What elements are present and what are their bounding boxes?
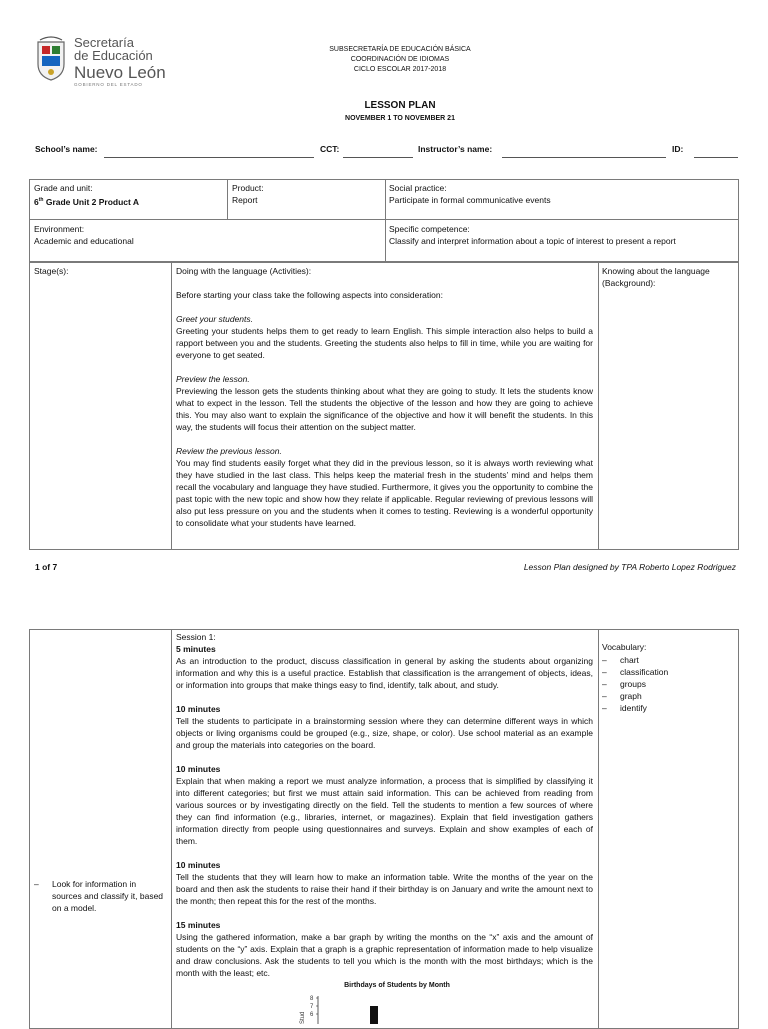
logo-line-4: GOBIERNO DEL ESTADO [74,82,143,87]
activities-content [176,265,593,529]
session-content [176,631,593,979]
logo-line-1: Secretaría [74,35,134,50]
header-line-3: CICLO ESCOLAR 2017-2018 [353,66,447,73]
greet-text: Greeting your students helps them to get ready to learn English. This simple interaction also helps to build a rapport between you and the students. Greeting the students also helps to fill in time, while you are waiting for everyone to get seated. [176,326,593,360]
header-line-2: COORDINACIÓN DE IDIOMAS [350,56,450,63]
review-title: Review the previous lesson. [176,446,282,456]
info-row-divider [29,219,739,220]
social-practice-cell [389,182,734,206]
school-label: School’s name: [35,144,98,154]
cct-field[interactable] [343,157,413,158]
page-number: 1 of 7 [35,562,58,572]
chart-title: Birthdays of Students by Month [344,982,450,989]
header [250,45,550,75]
review-text: You may find students easily forget what they did in the previous lesson, so it is always worth reviewing what they have studied in the last class. This helps keep the material fresh in the students’ mind and helps them recall the vocabulary and language they have studied. Furthermore, it gives you the opportunity to combine the past topic with the new topic and show how they relate if applicable. Regular reviewing of previous lessons will also put less pressure on you and the students when it comes to testing. Reviewing is a wonderful opportunity to consolidate what your students have learned. [176,458,593,528]
doing-label: Doing with the language (Activities): [176,266,312,276]
grade-cell [34,182,224,208]
block-1-time: 5 minutes [176,644,216,654]
session-title: Session 1: [176,632,216,642]
cct-label: CCT: [320,144,340,154]
grade-label: Grade and unit: [34,183,93,193]
greet-title: Greet your students. [176,314,254,324]
vocab-item: – identify [602,702,736,714]
preview-text: Previewing the lesson gets the students thinking about what they are going to study. It lets the students know what to expect in the lesson. Tell the students the objective of the lesson and how they are going to achieve this. You may also want to explain the significance of the objective and how it will benefit the students. In this way, the students will focus their attention on the subject matter. [176,386,593,432]
vocab-item: – chart [602,654,736,666]
id-field[interactable] [694,157,738,158]
school-name-field[interactable] [104,157,314,158]
stage-item: – Look for information in sources and classify it, based on a model. [34,878,166,914]
activities-col-divider-1 [171,262,172,550]
info-col-divider-1 [227,179,228,219]
product-label: Product: [232,183,264,193]
vocabulary-cell [602,641,736,714]
logo [34,34,184,90]
vocab-item: – groups [602,678,736,690]
page-title: LESSON PLAN [364,100,436,111]
block-5-time: 15 minutes [176,920,221,930]
session-col-divider-2 [598,629,599,1029]
vocab-label: Vocabulary: [602,642,647,652]
grade-value: 6th Grade Unit 2 Product A [34,196,140,207]
product-cell [232,182,382,206]
social-value: Participate in formal communicative events [389,195,551,205]
block-4-text: Tell the students that they will learn how to make an information table. Write the months of the year on the board and then ask the students to raise their hand if their birthday is on January and write the amount next to the month; then repeat this for the rest of the months. [176,872,593,906]
instructor-label: Instructor’s name: [418,144,493,154]
block-3-text: Explain that when making a report we must analyze information, a process that is simplified by classifying it into different categories; but first we must attain said information. This can be achieved from reading from various sources or by investigating directly on the field. Tell the students to mention a few sources of where they can find information (e.g., libraries, internet, or magazines). Explain that field investigation gathers information directly from people using questionnaires and surveys. Explain and show examples of each of them. [176,776,593,846]
birthday-chart [290,990,410,1024]
info-col-divider-2 [385,179,386,262]
footer-credit: Lesson Plan designed by TPA Roberto Lopez Rodriguez [523,562,736,572]
knowing-label: Knowing about the language (Background): [602,266,710,288]
block-2-text: Tell the students to participate in a brainstorming session where they can determine different ways in which objects or living organisms could be grouped (e.g., size, shape, or color). Use school material as an example and group the materials into categories on the board. [176,716,593,750]
env-value: Academic and educational [34,236,134,246]
logo-line-2: de Educación [74,48,153,63]
y-tick-label: 7 [310,1004,314,1010]
social-label: Social practice: [389,183,447,193]
block-1-text: As an introduction to the product, discuss classification in general by asking the students about organizing information and why this is a useful practice. Establish that classification is the arrangement of objects, ideas, or information into groups that make things easy to find, identify, talk about, and study. [176,656,593,690]
coat-of-arms-icon [34,36,68,82]
instructor-name-field[interactable] [502,157,666,158]
block-3-time: 10 minutes [176,764,221,774]
env-label: Environment: [34,224,85,234]
block-2-time: 10 minutes [176,704,221,714]
block-5-text: Using the gathered information, make a bar graph by writing the months on the “x” axis and the amount of students on the “y” axis. Explain that a graph is a graphic representation of information made to help visualize and draw conclusions. Ask the students to tell you which is the month with the most birthdays; which is the month with the least; etc. [176,932,593,978]
y-tick-label: 8 [310,996,314,1002]
preview-title: Preview the lesson. [176,374,250,384]
competence-value: Classify and interpret information about a topic of interest to present a report [389,236,676,246]
header-line-1: SUBSECRETARÍA DE EDUCACIÓN BÁSICA [329,46,471,53]
competence-cell [389,223,734,247]
product-value: Report [232,195,258,205]
activities-col-divider-2 [598,262,599,550]
session-col-divider-1 [171,629,172,1029]
stages-label: Stage(s): [34,266,69,276]
bar [370,1006,378,1024]
id-label: ID: [672,144,684,154]
y-tick-label: 6 [310,1012,314,1018]
page-subtitle: NOVEMBER 1 TO NOVEMBER 21 [345,115,455,122]
intro-text: Before starting your class take the following aspects into consideration: [176,290,443,300]
logo-line-3: Nuevo León [74,63,166,82]
competence-label: Specific competence: [389,224,470,234]
vocab-item: – graph [602,690,736,702]
vocab-item: – classification [602,666,736,678]
environment-cell [34,223,379,247]
stage-cell [34,878,166,914]
y-axis-label: Stud [300,1011,306,1024]
block-4-time: 10 minutes [176,860,221,870]
